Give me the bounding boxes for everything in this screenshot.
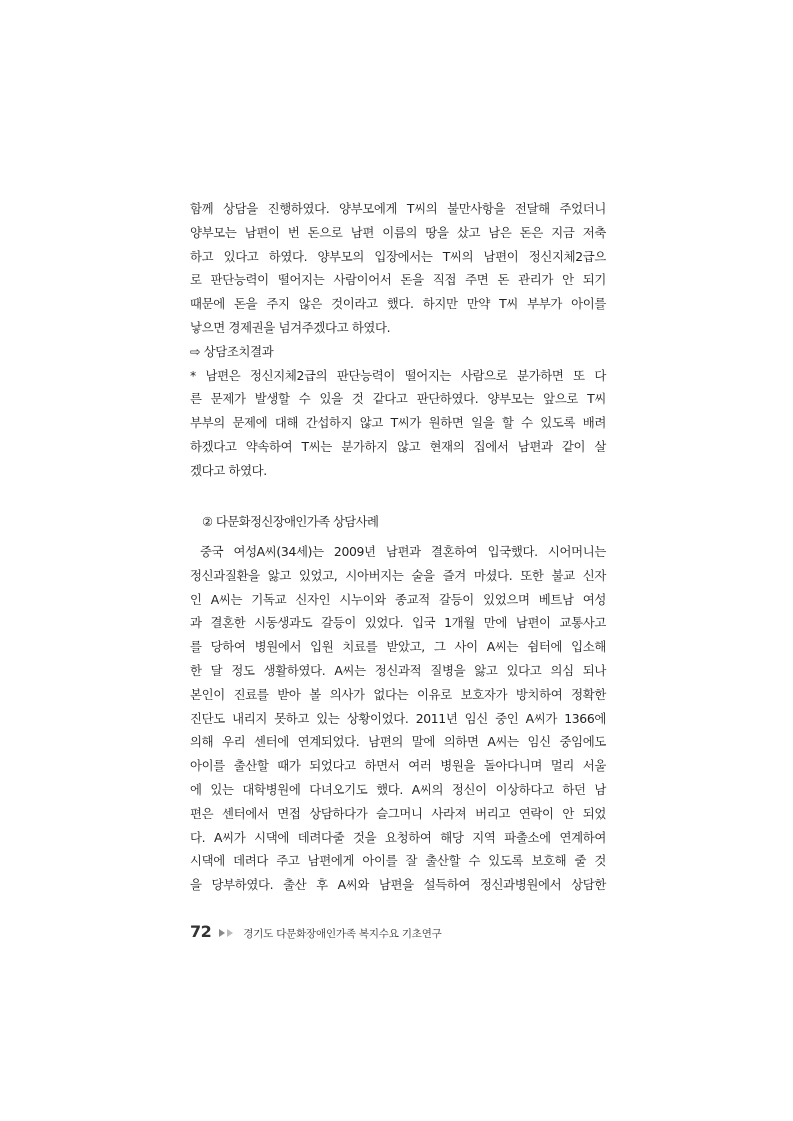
triangle-right-icon (219, 929, 225, 937)
text-line: 중국 여성A씨(34세)는 2009년 남편과 결혼하여 입국했다. 시어머니는 (200, 544, 606, 559)
text-line: 아이를 출산할 때가 되었다고 하면서 여러 병원을 돌아다니며 멀리 서울 (190, 758, 606, 774)
text-line: 본인이 진료를 받아 볼 의사가 없다는 이유로 보호자가 방치하여 정확한 (190, 686, 606, 702)
page-footer (190, 922, 442, 941)
section-heading-block (190, 510, 606, 534)
text-line: 겠다고 하였다. (190, 462, 267, 478)
text-line: 부부의 문제에 대해 간섭하지 않고 T씨가 원하면 일을 할 수 있도록 배려 (190, 415, 606, 431)
text-line: * 남편은 정신지체2급의 판단능력이 떨어지는 사람으로 분가하면 또 다 (190, 367, 606, 383)
triangle-right-icon (227, 929, 233, 937)
page-number: 72 (190, 922, 212, 941)
text-line: 진단도 내리지 못하고 있는 상황이었다. 2011년 임신 중인 A씨가 1366에 (190, 710, 606, 726)
text-line: 때문에 돈을 주지 않은 것이라고 했다. 하지만 만약 T씨 부부가 아이를 (190, 296, 606, 312)
text-line: 함께 상담을 진행하였다. 양부모에게 T씨의 불만사항을 전달해 주었더니 (190, 201, 606, 216)
text-line: 인 A씨는 기독교 신자인 시누이와 종교적 갈등이 있었으며 베트남 여성 (190, 591, 606, 607)
text-line: 로 판단능력이 떨어지는 사람이어서 돈을 직접 주면 돈 관리가 안 되기 (190, 272, 606, 288)
text-line: 의해 우리 센터에 연계되었다. 남편의 말에 의하면 A씨는 임신 중임에도 (190, 734, 606, 750)
text-line: 양부모는 남편이 번 돈으로 남편 이름의 땅을 샀고 남은 돈은 지금 저축 (190, 224, 606, 240)
text-line: 를 당하여 병원에서 입원 치료를 받았고, 그 사이 A씨는 쉼터에 입소해 (190, 639, 606, 655)
double-triangle-right-icon (219, 929, 233, 937)
running-title: 경기도 다문화장애인가족 복지수요 기초연구 (243, 928, 442, 940)
text-line: 한 달 정도 생활하였다. A씨는 정신과적 질병을 앓고 있다고 의심 되나 (190, 662, 606, 678)
paragraph-case-t-result (190, 197, 606, 483)
section-heading: ② 다문화정신장애인가족 상담사례 (202, 514, 379, 529)
text-line: 낳으면 경제권을 넘겨주겠다고 하였다. (190, 319, 391, 335)
text-line: 편은 센터에서 면접 상담하다가 슬그머니 사라져 버리고 연락이 안 되었 (190, 805, 606, 821)
consultation-result-label: ⇨ 상담조치결과 (190, 343, 274, 359)
text-line: 에 있는 대학병원에 다녀오기도 했다. A씨의 정신이 이상하다고 하던 남 (190, 781, 606, 797)
text-line: 시댁에 데려다 주고 남편에게 아이를 잘 출산할 수 있도록 보호해 줄 것 (190, 853, 606, 869)
text-line: 을 당부하였다. 출산 후 A씨와 남편을 설득하여 정신과병원에서 상담한 (190, 877, 606, 893)
text-line: 른 문제가 발생할 수 있을 것 같다고 판단하였다. 양부모는 앞으로 T씨 (190, 391, 606, 407)
text-line: 과 결혼한 시동생과도 갈등이 있었다. 입국 1개월 만에 남편이 교통사고 (190, 615, 606, 631)
text-line: 하겠다고 약속하여 T씨는 분가하지 않고 현재의 집에서 남편과 같이 살 (190, 438, 606, 454)
text-line: 정신과질환을 앓고 있었고, 시아버지는 술을 즐겨 마셨다. 또한 불교 신자 (190, 567, 606, 583)
paragraph-case-a (190, 540, 606, 897)
text-line: 하고 있다고 하였다. 양부모의 입장에서는 T씨의 남편이 정신지체2급으 (190, 248, 606, 264)
text-line: 다. A씨가 시댁에 데려다줄 것을 요청하여 해당 지역 파출소에 연계하여 (190, 829, 606, 845)
